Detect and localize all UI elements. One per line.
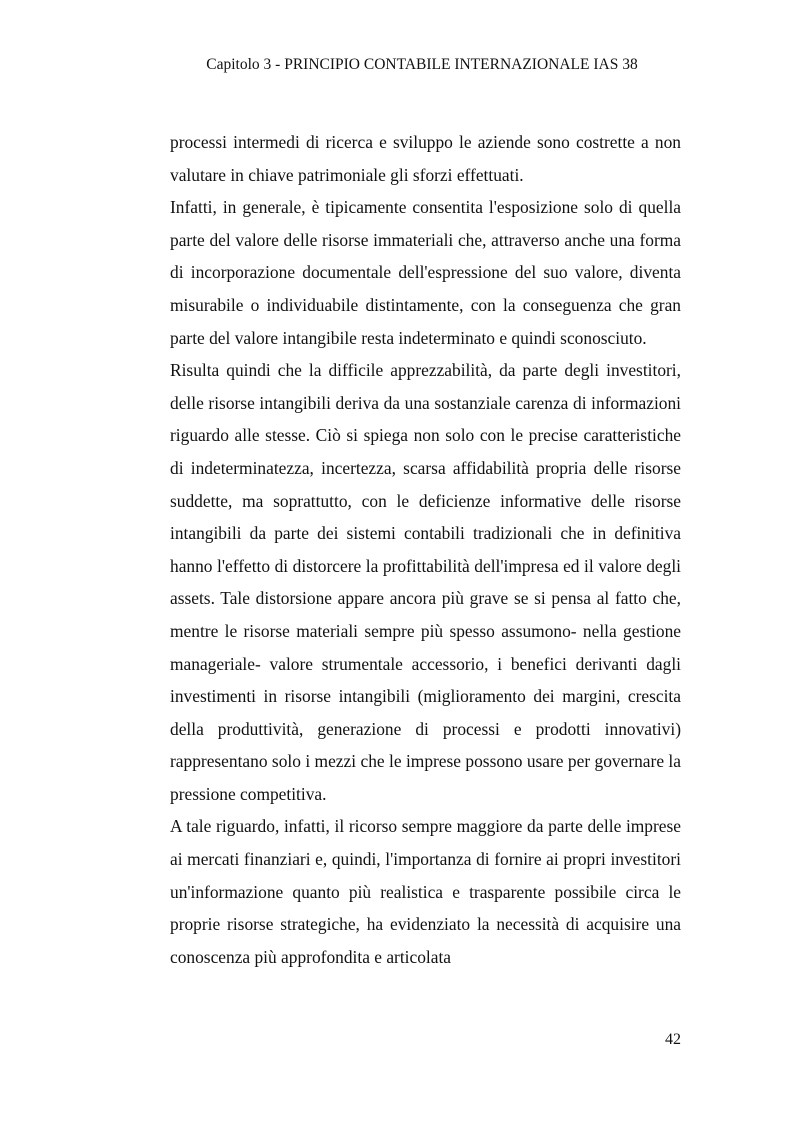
paragraph: Infatti, in generale, è tipicamente consentita l'esposizione solo di quella parte del valore delle risorse immateriali che, attraverso anche una forma di incorporazione documentale dell'espressione del suo valore, diventa misurabile o individuabile distintamente, con la conseguenza che gran parte del valore intangibile resta indeterminato e quindi sconosciuto.: [170, 197, 681, 348]
paragraph: processi intermedi di ricerca e sviluppo le aziende sono costrette a non valutare in chiave patrimoniale gli sforzi effettuati.: [170, 132, 681, 185]
body-text: [170, 126, 681, 973]
paragraph: Risulta quindi che la difficile apprezzabilità, da parte degli investitori, delle risorse intangibili deriva da una sostanziale carenza di informazioni riguardo alle stesse. Ciò si spiega non solo con le precise caratteristiche di indeterminatezza, incertezza, scarsa affidabilità propria delle risorse suddette, ma soprattutto, con le deficienze informative delle risorse intangibili da parte dei sistemi contabili tradizionali che in definitiva hanno l'effetto di distorcere la profittabilità dell'impresa ed il valore degli assets. Tale distorsione appare ancora più grave se si pensa al fatto che, mentre le risorse materiali sempre più spesso assumono- nella gestione manageriale- valore strumentale accessorio, i benefici derivanti dagli investimenti in risorse intangibili (miglioramento dei margini, crescita della produttività, generazione di processi e prodotti innovativi) rappresentano solo i mezzi che le imprese possono usare per governare la pressione competitiva.: [170, 360, 681, 804]
running-header: Capitolo 3 - PRINCIPIO CONTABILE INTERNAZIONALE IAS 38: [206, 56, 638, 73]
page-number: 42: [665, 1031, 681, 1048]
paragraph: A tale riguardo, infatti, il ricorso sempre maggiore da parte delle imprese ai mercati finanziari e, quindi, l'importanza di fornire ai propri investitori un'informazione quanto più realistica e trasparente possibile circa le proprie risorse strategiche, ha evidenziato la necessità di acquisire una conoscenza più approfondita e articolata: [170, 816, 681, 967]
